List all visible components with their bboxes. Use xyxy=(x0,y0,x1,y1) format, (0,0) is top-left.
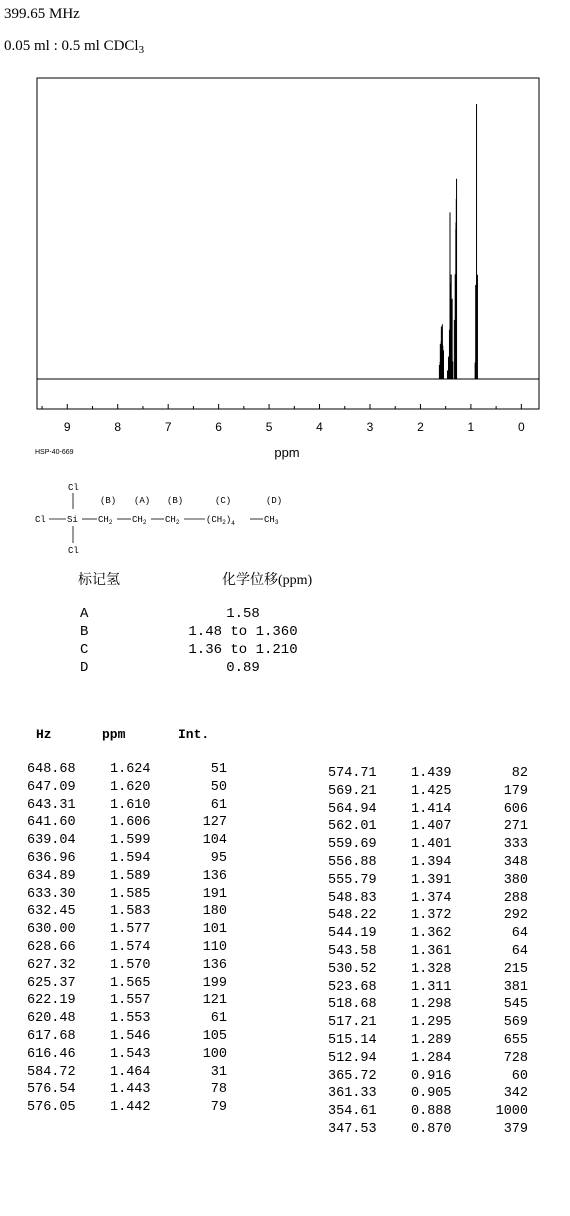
peak-intensity: 292 xyxy=(503,908,528,924)
peak-intensity: 215 xyxy=(503,961,528,977)
peak-hz: 569.21 xyxy=(328,783,377,799)
peak-intensity: 61 xyxy=(210,1011,227,1027)
peak-hz: 636.96 xyxy=(27,850,76,866)
x-tick-label: 3 xyxy=(366,420,374,434)
assignment-value: 0.89 xyxy=(226,660,260,676)
peak-table-row xyxy=(27,1046,227,1064)
peak-hz: 544.19 xyxy=(328,926,377,942)
peak-ppm: 1.589 xyxy=(110,868,151,884)
peak-table-row xyxy=(27,957,227,975)
peak-ppm: 0.916 xyxy=(411,1068,452,1084)
peak-table-row xyxy=(27,850,227,868)
peak-intensity: 95 xyxy=(210,850,227,866)
peak-hz: 361.33 xyxy=(328,1086,377,1102)
peak-ppm: 1.553 xyxy=(110,1011,151,1027)
peak-table-row xyxy=(328,818,528,836)
peak-table-row xyxy=(328,1068,528,1086)
peak-table-row xyxy=(27,1028,227,1046)
peak-hz: 518.68 xyxy=(328,997,377,1013)
peak-hz: 634.89 xyxy=(27,868,76,884)
label-c: (C) xyxy=(215,496,232,506)
peak-ppm: 1.546 xyxy=(110,1028,151,1044)
peak-table-row xyxy=(27,992,227,1010)
peak-lines xyxy=(439,104,477,379)
peak-table-row xyxy=(27,1064,227,1082)
peak-ppm: 1.439 xyxy=(411,766,452,781)
peak-intensity: 180 xyxy=(202,904,227,920)
peak-ppm: 1.464 xyxy=(110,1064,151,1080)
peak-hz: 627.32 xyxy=(27,957,76,973)
group-ch2-2: $CH_2$ xyxy=(132,515,147,526)
peak-table-row xyxy=(328,1121,528,1139)
peak-table-row xyxy=(328,1014,528,1032)
peak-ppm: 0.870 xyxy=(411,1121,452,1137)
peak-ppm: 1.298 xyxy=(411,997,452,1013)
peak-table-row xyxy=(27,1081,227,1099)
peak-ppm: 1.585 xyxy=(110,886,151,902)
spectrometer-frequency: 399.65 MHz xyxy=(4,6,80,22)
concentration-subscript: 3 xyxy=(138,44,145,56)
group-ch3: $CH_3$ xyxy=(264,515,279,526)
plot-frame xyxy=(37,78,539,409)
silicon-atom: Si xyxy=(67,515,78,525)
x-axis-label: ppm xyxy=(274,445,300,460)
peak-hz: 647.09 xyxy=(27,779,76,795)
spectrum-code: HSP-40-669 xyxy=(35,449,74,456)
chemical-structure xyxy=(0,476,320,556)
peak-table-row xyxy=(27,814,227,832)
assignment-value: 1.48 to 1.360 xyxy=(188,624,298,640)
peak-table-row xyxy=(27,903,227,921)
peak-intensity: 82 xyxy=(511,766,528,781)
peak-hz: 648.68 xyxy=(27,762,76,777)
peak-table-row xyxy=(27,975,227,993)
peak-intensity: 51 xyxy=(210,762,227,777)
peak-ppm: 1.577 xyxy=(110,922,151,938)
peak-table-row xyxy=(328,1103,528,1121)
peak-ppm: 1.594 xyxy=(110,850,151,866)
peak-table-row xyxy=(328,890,528,908)
x-tick-label: 5 xyxy=(265,420,273,434)
peak-intensity: 79 xyxy=(210,1100,227,1116)
group-ch2-3: $CH_2$ xyxy=(165,515,180,526)
peak-table-row xyxy=(328,854,528,872)
peak-ppm: 1.374 xyxy=(411,890,452,906)
peak-ppm: 1.391 xyxy=(411,872,452,888)
peak-table-left-column xyxy=(27,761,227,1117)
peak-intensity: 136 xyxy=(202,868,227,884)
peak-table-row xyxy=(328,907,528,925)
peak-intensity: 179 xyxy=(503,783,528,799)
peak-hz: 559.69 xyxy=(328,837,377,853)
bottom-chlorine: Cl xyxy=(68,546,79,556)
peak-intensity: 655 xyxy=(503,1032,528,1048)
peak-hz: 562.01 xyxy=(328,819,377,835)
peak-intensity: 569 xyxy=(503,1015,528,1031)
peak-ppm: 1.610 xyxy=(110,797,151,813)
assignment-label: D xyxy=(80,660,89,676)
peak-table-row xyxy=(328,996,528,1014)
peak-hz: 548.22 xyxy=(328,908,377,924)
peak-intensity: 333 xyxy=(503,837,528,853)
peak-hz: 564.94 xyxy=(328,801,377,817)
peak-ppm: 1.362 xyxy=(411,926,452,942)
peak-intensity: 31 xyxy=(210,1064,227,1080)
peak-intensity: 121 xyxy=(202,993,227,1009)
label-b1: (B) xyxy=(100,496,117,506)
peak-ppm: 1.624 xyxy=(110,762,151,777)
peak-intensity: 606 xyxy=(503,801,528,817)
peak-table-row xyxy=(27,1010,227,1028)
peak-table-row xyxy=(27,1099,227,1117)
peak-hz: 633.30 xyxy=(27,886,76,902)
peak-table-row xyxy=(328,1085,528,1103)
x-tick-label: 7 xyxy=(164,420,172,434)
peak-ppm: 1.443 xyxy=(110,1082,151,1098)
peak-table-row xyxy=(27,939,227,957)
peak-intensity: 50 xyxy=(210,779,227,795)
assignment-label: C xyxy=(80,642,89,658)
peak-hz: 639.04 xyxy=(27,833,76,849)
peak-table-row xyxy=(27,921,227,939)
peak-intensity: 78 xyxy=(210,1082,227,1098)
peak-table-row xyxy=(328,872,528,890)
peak-ppm: 1.414 xyxy=(411,801,452,817)
peak-ppm: 1.565 xyxy=(110,975,151,991)
peak-table-row xyxy=(328,801,528,819)
x-tick-label: 9 xyxy=(63,420,71,434)
peak-hz: 515.14 xyxy=(328,1032,377,1048)
peak-intensity: 64 xyxy=(511,926,528,942)
peak-table-header-int: Int. xyxy=(178,727,210,742)
nmr-spectrum-chart xyxy=(0,0,570,470)
peak-intensity: 136 xyxy=(202,957,227,973)
peak-hz: 643.31 xyxy=(27,797,76,813)
peak-hz: 622.19 xyxy=(27,993,76,1009)
peak-table-header-ppm: ppm xyxy=(102,727,126,742)
left-chlorine: Cl xyxy=(35,515,46,525)
peak-table-header-hz: Hz xyxy=(36,727,52,742)
peak-ppm: 1.284 xyxy=(411,1050,452,1066)
peak-intensity: 60 xyxy=(511,1068,528,1084)
x-tick-label: 0 xyxy=(517,420,525,434)
peak-hz: 584.72 xyxy=(27,1064,76,1080)
assignment-value: 1.36 to 1.210 xyxy=(188,642,298,658)
assignment-value: 1.58 xyxy=(226,606,260,622)
peak-intensity: 127 xyxy=(202,815,227,831)
assignment-label: A xyxy=(80,606,89,622)
peak-ppm: 1.394 xyxy=(411,854,452,870)
peak-ppm: 1.557 xyxy=(110,993,151,1009)
peak-intensity: 381 xyxy=(503,979,528,995)
peak-ppm: 1.311 xyxy=(411,979,452,995)
peak-hz: 548.83 xyxy=(328,890,377,906)
peak-hz: 523.68 xyxy=(328,979,377,995)
peak-hz: 625.37 xyxy=(27,975,76,991)
label-a: (A) xyxy=(134,496,151,506)
x-tick-label: 1 xyxy=(467,420,475,434)
assignment-label: B xyxy=(80,624,89,640)
peak-hz: 632.45 xyxy=(27,904,76,920)
peak-hz: 620.48 xyxy=(27,1011,76,1027)
peak-table-row xyxy=(27,832,227,850)
peak-hz: 574.71 xyxy=(328,766,377,781)
peak-hz: 616.46 xyxy=(27,1046,76,1062)
peak-intensity: 348 xyxy=(503,854,528,870)
peak-ppm: 1.401 xyxy=(411,837,452,853)
peak-hz: 641.60 xyxy=(27,815,76,831)
peak-table-row xyxy=(328,961,528,979)
peak-ppm: 1.372 xyxy=(411,908,452,924)
peak-ppm: 1.442 xyxy=(110,1100,151,1116)
peak-intensity: 61 xyxy=(210,797,227,813)
peak-ppm: 1.295 xyxy=(411,1015,452,1031)
x-tick-label: 8 xyxy=(114,420,122,434)
peak-intensity: 1000 xyxy=(495,1104,528,1120)
peak-hz: 512.94 xyxy=(328,1050,377,1066)
peak-ppm: 1.570 xyxy=(110,957,151,973)
peak-hz: 517.21 xyxy=(328,1015,377,1031)
peak-table-row xyxy=(328,1050,528,1068)
peak-table-row xyxy=(328,979,528,997)
peak-table-row xyxy=(27,868,227,886)
peak-hz: 617.68 xyxy=(27,1028,76,1044)
peak-intensity: 380 xyxy=(503,872,528,888)
peak-hz: 365.72 xyxy=(328,1068,377,1084)
peak-ppm: 1.606 xyxy=(110,815,151,831)
peak-ppm: 1.425 xyxy=(411,783,452,799)
peak-table-row xyxy=(27,761,227,779)
peak-ppm: 1.289 xyxy=(411,1032,452,1048)
peak-intensity: 728 xyxy=(503,1050,528,1066)
peak-ppm: 1.583 xyxy=(110,904,151,920)
peak-table-row xyxy=(328,765,528,783)
peak-intensity: 110 xyxy=(202,939,227,955)
peak-hz: 543.58 xyxy=(328,943,377,959)
x-tick-label: 4 xyxy=(316,420,323,434)
peak-ppm: 1.328 xyxy=(411,961,452,977)
peak-hz: 576.54 xyxy=(27,1082,76,1098)
peak-hz: 630.00 xyxy=(27,922,76,938)
peak-ppm: 1.620 xyxy=(110,779,151,795)
peak-ppm: 1.599 xyxy=(110,833,151,849)
peak-table-row xyxy=(27,779,227,797)
peak-hz: 530.52 xyxy=(328,961,377,977)
peak-ppm: 0.888 xyxy=(411,1104,452,1120)
peak-ppm: 1.543 xyxy=(110,1046,151,1062)
assignment-header-label: 标记氢 xyxy=(78,573,120,588)
peak-table-right-column xyxy=(328,765,528,1139)
peak-intensity: 199 xyxy=(202,975,227,991)
peak-intensity: 101 xyxy=(202,922,227,938)
top-chlorine: Cl xyxy=(68,483,79,493)
peak-intensity: 64 xyxy=(511,943,528,959)
peak-table-row xyxy=(328,925,528,943)
peak-hz: 628.66 xyxy=(27,939,76,955)
label-d: (D) xyxy=(266,496,283,506)
peak-intensity: 191 xyxy=(202,886,227,902)
peak-table-row xyxy=(27,797,227,815)
group-ch2-n: $(CH_2)_4$ xyxy=(206,515,235,527)
peak-hz: 556.88 xyxy=(328,854,377,870)
peak-table-row xyxy=(328,943,528,961)
assignment-header-shift: 化学位移(ppm) xyxy=(222,573,313,588)
peak-intensity: 545 xyxy=(503,997,528,1013)
peak-table-row xyxy=(27,886,227,904)
group-ch2-1: $CH_2$ xyxy=(98,515,113,526)
peak-hz: 347.53 xyxy=(328,1121,377,1137)
peak-intensity: 100 xyxy=(202,1046,227,1062)
peak-table-row xyxy=(328,783,528,801)
peak-intensity: 379 xyxy=(503,1121,528,1137)
peak-table-row xyxy=(328,1032,528,1050)
peak-intensity: 288 xyxy=(503,890,528,906)
peak-intensity: 342 xyxy=(503,1086,528,1102)
peak-table-row xyxy=(328,836,528,854)
peak-intensity: 104 xyxy=(202,833,227,849)
peak-intensity: 271 xyxy=(503,819,528,835)
peak-ppm: 1.361 xyxy=(411,943,452,959)
peak-ppm: 0.905 xyxy=(411,1086,452,1102)
label-b2: (B) xyxy=(167,496,184,506)
x-tick-label: 2 xyxy=(417,420,424,434)
x-tick-label: 6 xyxy=(215,420,222,434)
peak-hz: 576.05 xyxy=(27,1100,76,1116)
peak-hz: 354.61 xyxy=(328,1104,377,1120)
peak-hz: 555.79 xyxy=(328,872,377,888)
peak-ppm: 1.574 xyxy=(110,939,151,955)
concentration-text: 0.05 ml : 0.5 ml CDCl xyxy=(4,38,139,54)
peak-intensity: 105 xyxy=(202,1028,227,1044)
peak-ppm: 1.407 xyxy=(411,819,452,835)
